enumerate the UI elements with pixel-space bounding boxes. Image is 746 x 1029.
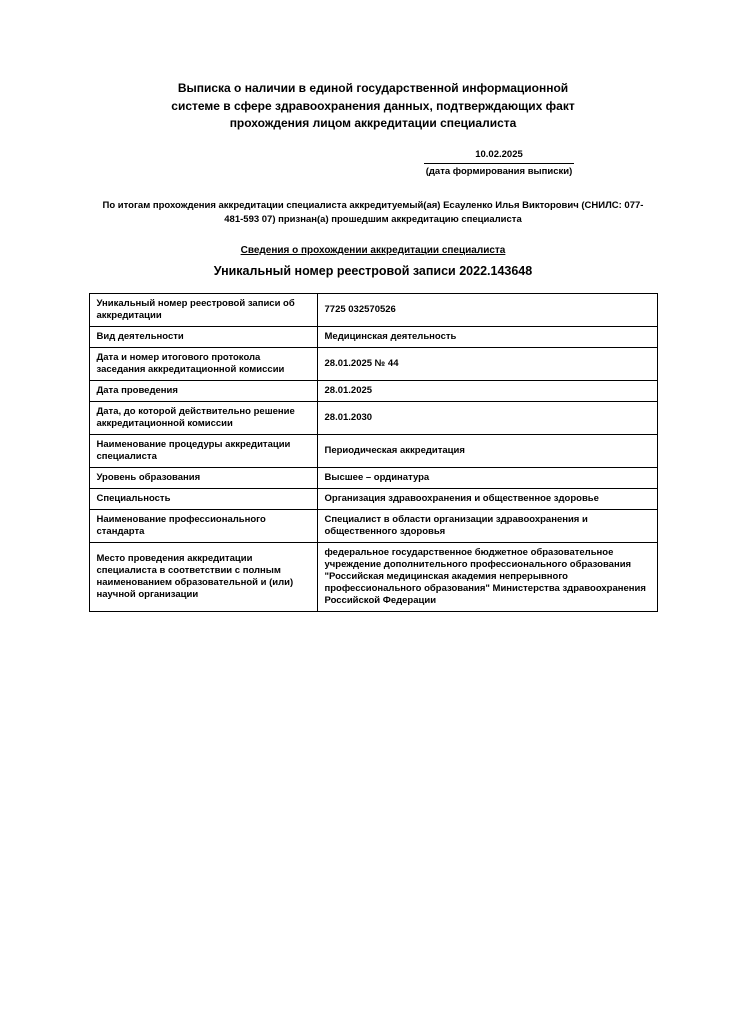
table-row bbox=[89, 326, 657, 347]
table-row bbox=[89, 467, 657, 488]
row-label: Место проведения аккредитации специалиста в соответствии с полным наименованием образовательной и (или) научной организации bbox=[89, 542, 317, 611]
extract-date-caption: (дата формирования выписки) bbox=[425, 165, 573, 177]
row-value: Специалист в области организации здравоохранения и общественного здоровья bbox=[317, 509, 657, 542]
row-value: 28.01.2025 bbox=[317, 380, 657, 401]
table-row bbox=[89, 293, 657, 326]
row-label: Уникальный номер реестровой записи об аккредитации bbox=[89, 293, 317, 326]
row-value: 28.01.2030 bbox=[317, 401, 657, 434]
row-label: Дата проведения bbox=[89, 380, 317, 401]
extract-date: 10.02.2025 bbox=[424, 149, 574, 164]
table-row bbox=[89, 542, 657, 611]
row-label: Вид деятельности bbox=[89, 326, 317, 347]
accreditation-table-body bbox=[89, 293, 657, 611]
row-label: Наименование процедуры аккредитации специалиста bbox=[89, 434, 317, 467]
document-title: Выписка о наличии в единой государственной информационной системе в сфере здравоохранения данных, подтверждающих факт прохождения лицом аккредитации специалиста bbox=[171, 81, 575, 130]
row-label: Специальность bbox=[89, 488, 317, 509]
row-value: Высшее – ординатура bbox=[317, 467, 657, 488]
row-value: Периодическая аккредитация bbox=[317, 434, 657, 467]
table-row bbox=[89, 347, 657, 380]
table-row bbox=[89, 380, 657, 401]
table-row bbox=[89, 488, 657, 509]
intro-paragraph: По итогам прохождения аккредитации специалиста аккредитуемый(ая) Есауленко Илья Викторович (СНИЛС: 077-481-593 07) признан(а) прошедшим аккредитацию специалиста bbox=[102, 199, 644, 225]
row-label: Наименование профессионального стандарта bbox=[89, 509, 317, 542]
accreditation-table bbox=[89, 293, 658, 612]
table-row bbox=[89, 401, 657, 434]
table-row bbox=[89, 434, 657, 467]
table-row bbox=[89, 509, 657, 542]
row-value: 28.01.2025 № 44 bbox=[317, 347, 657, 380]
extract-date-block bbox=[424, 149, 574, 178]
row-value: 7725 032570526 bbox=[317, 293, 657, 326]
section-heading: Сведения о прохождении аккредитации специалиста bbox=[240, 244, 506, 256]
row-value: Медицинская деятельность bbox=[317, 326, 657, 347]
row-value: Организация здравоохранения и общественное здоровье bbox=[317, 488, 657, 509]
row-label: Дата и номер итогового протокола заседания аккредитационной комиссии bbox=[89, 347, 317, 380]
row-label: Дата, до которой действительно решение аккредитационной комиссии bbox=[89, 401, 317, 434]
registry-number-heading: Уникальный номер реестровой записи 2022.143648 bbox=[213, 263, 533, 278]
row-value: федеральное государственное бюджетное образовательное учреждение дополнительного профессионального образования "Российская медицинская академия непрерывного профессионального образования" Министерства здравоохранения Российской Федерации bbox=[317, 542, 657, 611]
row-label: Уровень образования bbox=[89, 467, 317, 488]
